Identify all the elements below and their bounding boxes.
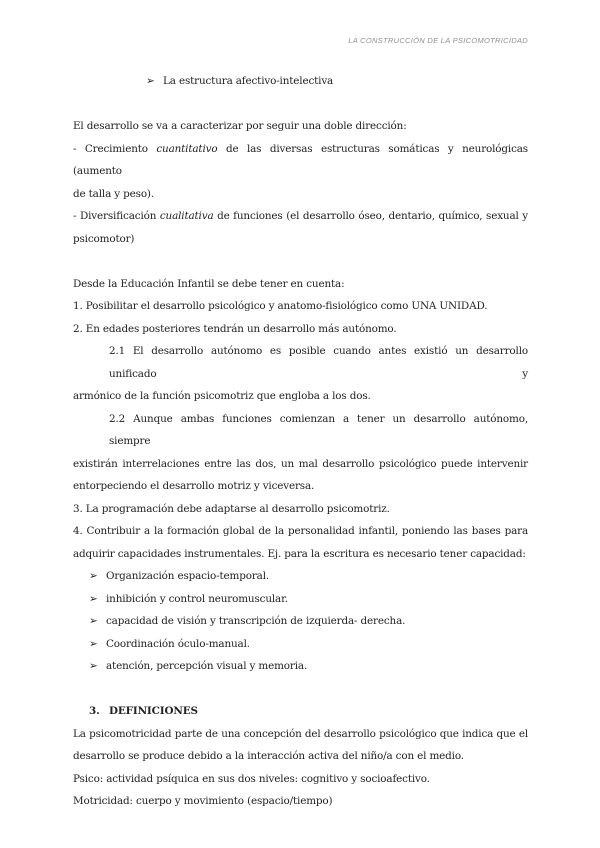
definitions-line-2: desarrollo se produce debido a la interacción activa del niño/a con el medio. — [73, 750, 464, 762]
definitions-line-1: La psicomotricidad parte de una concepción del desarrollo psicológico que indica que el — [73, 727, 528, 740]
capacity-item: ➢ inhibición y control neuromuscular. — [73, 588, 528, 611]
development-item-1-cont: de talla y peso). — [73, 187, 154, 200]
infantil-intro: Desde la Educación Infantil se debe tener en cuenta: — [73, 277, 345, 290]
definition-motricidad: Motricidad: cuerpo y movimiento (espacio/tiempo) — [73, 795, 333, 807]
list-item-4-cont: adquirir capacidades instrumentales. Ej. para la escritura es necesario tener capacidad: — [73, 547, 526, 560]
capacity-item: ➢ capacidad de visión y transcripción de izquierda- derecha. — [73, 610, 528, 633]
arrow-bullet-icon: ➢ — [146, 75, 155, 87]
list-item-1: 1. Posibilitar el desarrollo psicológico y anatomo-fisiológico como UNA UNIDAD. — [73, 300, 488, 312]
subheading-text: La estructura afectivo-intelectiva — [163, 75, 334, 87]
capacity-item: ➢ Organización espacio-temporal. — [73, 565, 528, 588]
development-item-2: - Diversificación cualitativa de funciones (el desarrollo óseo, dentario, químico, sexual y — [73, 210, 528, 222]
list-item-4: 4. Contribuir a la formación global de la personalidad infantil, poniendo las bases para — [73, 525, 528, 537]
development-intro: El desarrollo se va a caracterizar por seguir una doble dirección: — [73, 120, 407, 132]
document-body — [73, 70, 528, 813]
section-heading — [73, 700, 528, 723]
list-item-2-2-cont: existirán interrelaciones entre las dos, un mal desarrollo psicológico puede intervenir — [73, 457, 528, 470]
arrow-bullet-icon: ➢ — [89, 637, 98, 650]
development-item-1: - Crecimiento cuantitativo de las diversas estructuras somáticas y neurológicas (aumento — [73, 142, 528, 177]
list-item-2-1: 2.1 El desarrollo autónomo es posible cuando antes existió un desarrollo unificado y — [109, 345, 528, 380]
capacity-item: ➢ Coordinación óculo-manual. — [73, 633, 528, 656]
subheading — [73, 70, 528, 93]
list-item-2-2: 2.2 Aunque ambas funciones comienzan a tener un desarrollo autónomo, siempre — [109, 412, 528, 447]
list-item-2-2-end: entorpeciendo el desarrollo motriz y viceversa. — [73, 480, 315, 492]
list-item-2-1-cont: armónico de la función psicomotriz que engloba a los dos. — [73, 390, 371, 402]
emphasis-cuantitativo: cuantitativo — [156, 142, 218, 155]
section-number: 3. — [89, 705, 100, 717]
list-item-3: 3. La programación debe adaptarse al desarrollo psicomotriz. — [73, 502, 390, 515]
list-item-2: 2. En edades posteriores tendrán un desarrollo más autónomo. — [73, 322, 397, 335]
development-item-2-cont: psicomotor) — [73, 232, 135, 245]
emphasis-cualitativa: cualitativa — [159, 210, 214, 222]
running-header: LA CONSTRUCCIÓN DE LA PSICOMOTRICIDAD — [348, 36, 528, 45]
capacity-item: ➢ atención, percepción visual y memoria. — [73, 655, 528, 678]
definition-psico: Psico: actividad psíquica en sus dos niveles: cognitivo y socioafectivo. — [73, 772, 430, 785]
arrow-bullet-icon: ➢ — [89, 660, 98, 672]
section-title: DEFINICIONES — [109, 705, 198, 717]
arrow-bullet-icon: ➢ — [89, 570, 98, 582]
arrow-bullet-icon: ➢ — [89, 615, 98, 627]
arrow-bullet-icon: ➢ — [89, 592, 98, 605]
